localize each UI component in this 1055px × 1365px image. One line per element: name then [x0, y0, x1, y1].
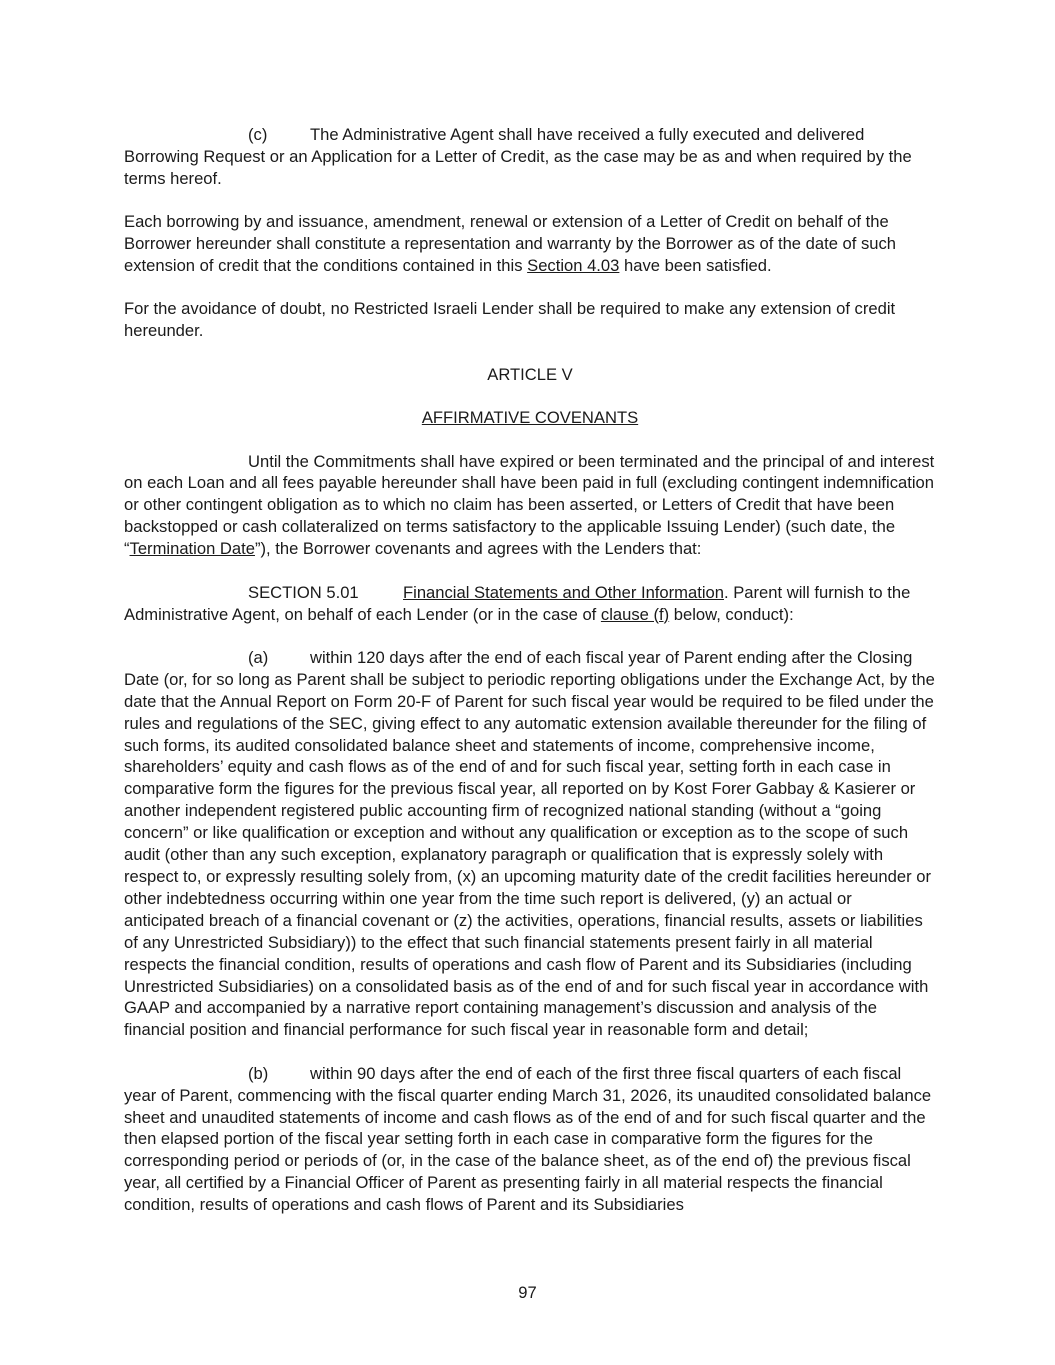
avoidance-text: For the avoidance of doubt, no Restricted Israeli Lender shall be required to make any extension of credit hereunder.	[124, 299, 896, 341]
paragraph-a-text: within 120 days after the end of each fiscal year of Parent ending after the Closing Date (or, for so long as Parent shall be subject to periodic reporting obligations under the Exchange Act, by the date that the Annual Report on Form 20-F of Parent for such fiscal year would be required to be filed under the rules and regulations of the SEC, giving effect to any automatic extension available thereunder for the filing of such forms, its audited consolidated balance sheet and statements of income, comprehensive income, shareholders’ equity and cash flows as of the end of and for such fiscal year, setting forth in each case in comparative form the figures for the previous fiscal year, all reported on by Kost Forer Gabbay & Kasierer or another independent registered public accounting firm of recognized national standing (without a “going concern” or like qualification or exception and without any qualification or exception as to the scope of such audit (other than any such exception, explanatory paragraph or qualification that is expressly solely with respect to, or expressly resulting solely from, (x) an upcoming maturity date of the credit facilities hereunder or other indebtedness occurring within one year from the time such report is delivered, (y) an actual or anticipated breach of a financial covenant or (z) the activities, operations, financial results, assets or liabilities of any Unrestricted Subsidiary)) to the effect that such financial statements present fairly in all material respects the financial condition, results of operations and cash flow of Parent and its Subsidiaries (including Unrestricted Subsidiaries) on a consolidated basis as of the end of and for such fiscal year in accordance with GAAP and accompanied by a narrative report containing management’s discussion and analysis of the financial position and financial performance for such fiscal year in reasonable form and detail;	[124, 647, 935, 1040]
each-borrowing-text: Each borrowing by and issuance, amendment, renewal or extension of a Letter of Credit on behalf of the Borrower hereunder shall constitute a representation and warranty by the Borrower as of the date of such extension of credit that the conditions contained in this	[124, 212, 897, 276]
section-5-01-text-end: below, conduct):	[669, 604, 794, 624]
termination-date-term: Termination Date	[129, 539, 255, 559]
paragraph-c	[124, 124, 936, 190]
paragraph-b	[124, 1063, 936, 1216]
document-page	[124, 124, 936, 1216]
paragraph-b-label: (b)	[248, 1063, 269, 1083]
paragraph-b-text: within 90 days after the end of each of the first three fiscal quarters of each fiscal year of Parent, commencing with the fiscal quarter ending March 31, 2026, its unaudited consolidated balance sheet and unaudited statements of income and cash flows as of the end of and for such fiscal quarter and the then elapsed portion of the fiscal year setting forth in each case in comparative form the figures for the corresponding period or periods of (or, in the case of the balance sheet, as of the end of) the previous fiscal year, all certified by a Financial Officer of Parent as presenting fairly in all material respects the financial condition, results of operations and cash flows of Parent and its Subsidiaries	[124, 1063, 932, 1215]
paragraph-c-label: (c)	[248, 125, 268, 144]
clause-f-reference: clause (f)	[600, 604, 670, 624]
paragraph-c-text: The Administrative Agent shall have received a fully executed and delivered Borrowing Request or an Application for a Letter of Credit, as the case may be as and when required by the terms hereof.	[124, 125, 912, 188]
section-5-01-text: . Parent will furnish to the Administrative Agent, on behalf of each Lender (or in the case of	[124, 582, 911, 624]
section-5-01-label: SECTION 5.01	[248, 582, 359, 602]
article-title	[124, 407, 936, 429]
page-number: 97	[518, 1283, 537, 1302]
until-text: Until the Commitments shall have expired or been terminated and the principal of and interest on each Loan and all fees payable hereunder shall have been paid in full (excluding contingent indemnification or other contingent obligation as to which no claim has been asserted, or Letters of Credit that have been backstopped or cash collateralized on terms satisfactory to the applicable Issuing Lender) (such date, the “	[124, 451, 935, 559]
paragraph-each-borrowing	[124, 211, 936, 277]
article-title-text: AFFIRMATIVE COVENANTS	[421, 408, 639, 428]
each-borrowing-text-end: have been satisfied.	[619, 256, 772, 276]
section-5-01	[124, 582, 936, 626]
article-heading	[124, 364, 936, 386]
paragraph-avoidance-of-doubt	[124, 298, 936, 342]
section-5-01-title: Financial Statements and Other Information	[403, 582, 724, 602]
article-number: ARTICLE V	[487, 364, 573, 384]
section-403-reference: Section 4.03	[527, 256, 620, 276]
paragraph-a	[124, 647, 936, 1041]
paragraph-a-label: (a)	[248, 647, 269, 667]
paragraph-until-commitments	[124, 451, 936, 561]
until-text-end: ”), the Borrower covenants and agrees with the Lenders that:	[254, 539, 702, 559]
